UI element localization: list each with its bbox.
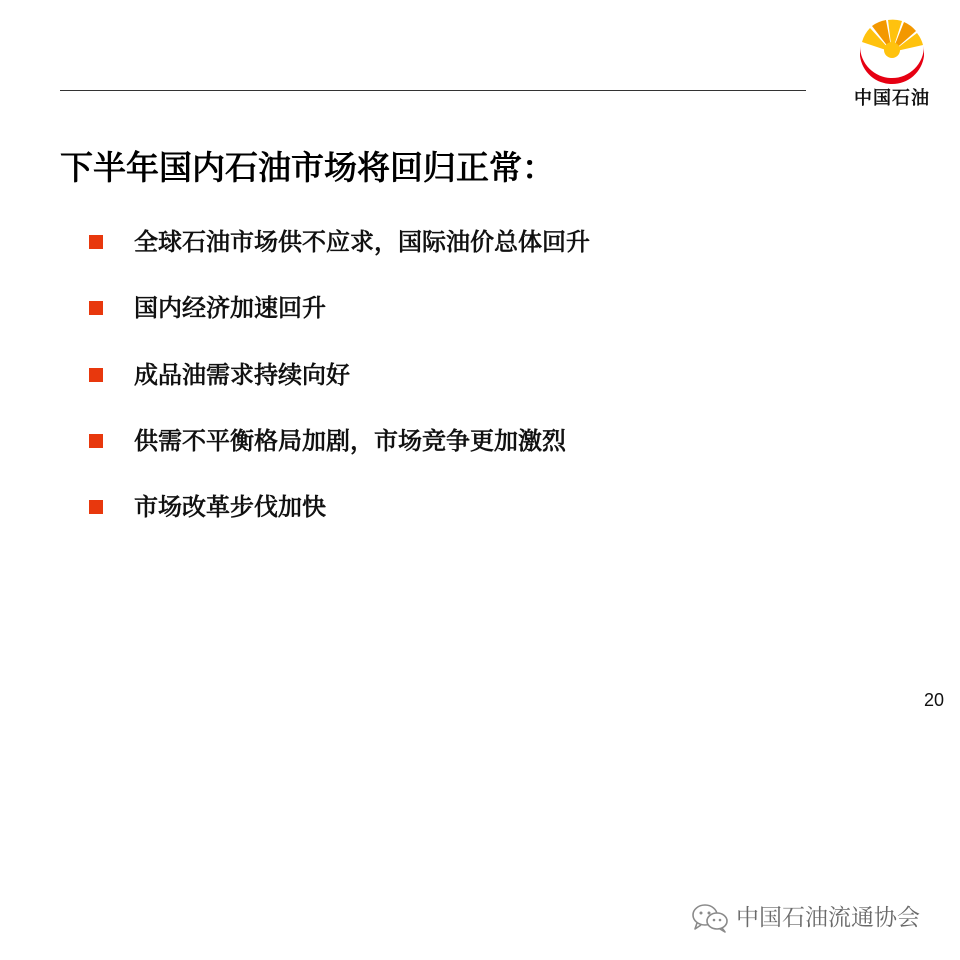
bullet-square-icon — [89, 434, 103, 448]
logo-text: 中国石油 — [854, 88, 930, 109]
watermark-text: 中国石油流通协会 — [736, 905, 920, 931]
bullet-square-icon — [89, 500, 103, 514]
bullet-text: 国内经济加速回升 — [134, 294, 326, 322]
header-divider — [60, 90, 806, 91]
bullet-text: 供需不平衡格局加剧，市场竞争更加激烈 — [134, 427, 566, 455]
bullet-text: 全球石油市场供不应求，国际油价总体回升 — [134, 228, 590, 256]
petrochina-logo — [842, 10, 942, 110]
petrochina-logo-icon — [858, 14, 926, 88]
bullet-square-icon — [89, 368, 103, 382]
wechat-icon — [690, 902, 730, 934]
page-number: 20 — [923, 690, 944, 710]
slide-title: 下半年国内石油市场将回归正常： — [60, 148, 555, 187]
bullet-square-icon — [89, 301, 103, 315]
bullet-square-icon — [89, 235, 103, 249]
bullet-text: 市场改革步伐加快 — [134, 493, 326, 521]
bullet-text: 成品油需求持续向好 — [134, 361, 350, 389]
